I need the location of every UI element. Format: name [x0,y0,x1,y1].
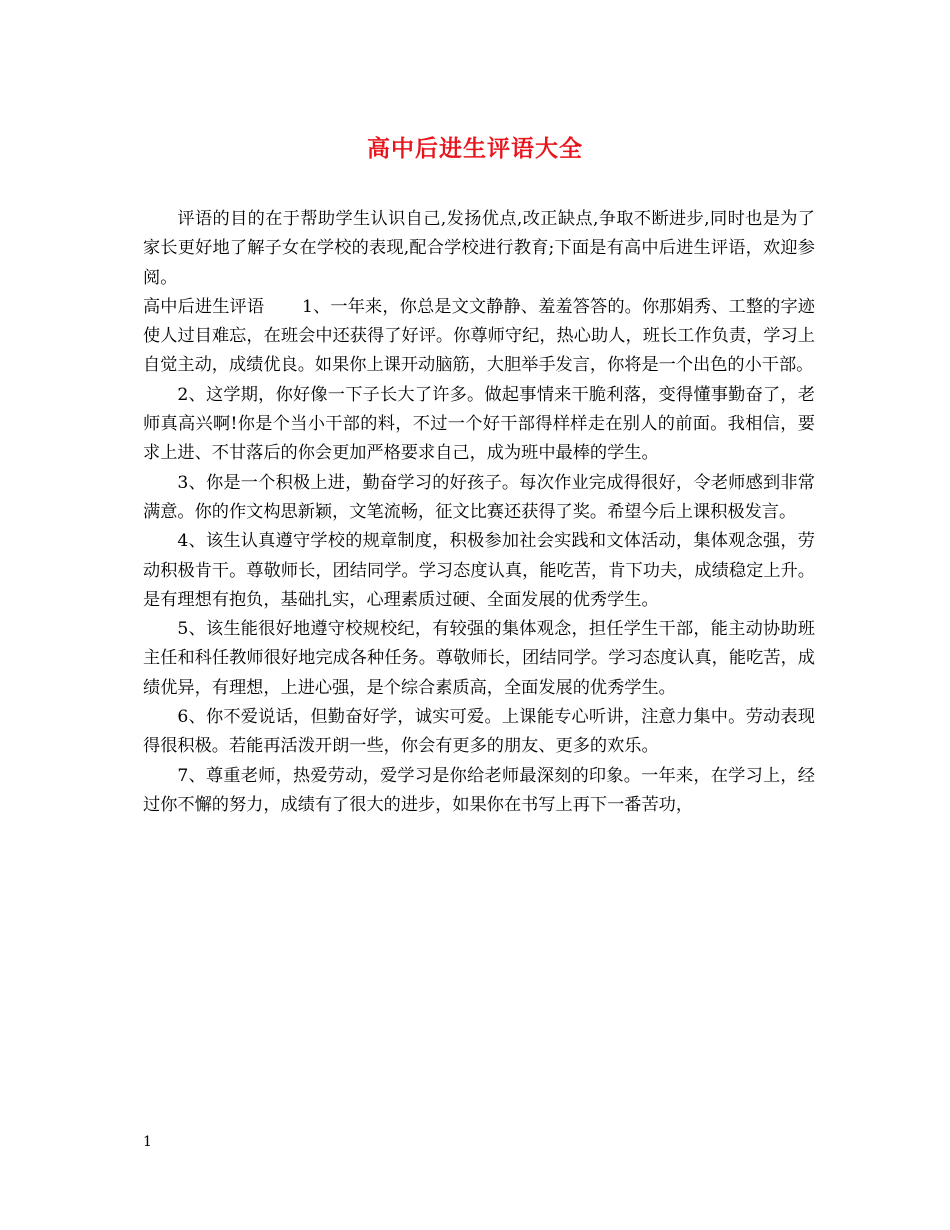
comment-paragraph-3: 3、你是一个积极上进，勤奋学习的好孩子。每次作业完成得很好，令老师感到非常满意。你的作文构思新颖，文笔流畅，征文比赛还获得了奖。希望今后上课积极发言。 [143,472,815,522]
intro-paragraph: 评语的目的在于帮助学生认识自己,发扬优点,改正缺点,争取不断进步,同时也是为了家长更好地了解子女在学校的表现,配合学校进行教育;下面是有高中后进生评语，欢迎参阅。 [143,209,815,288]
comment-text-1: 1、一年来，你总是文文静静、羞羞答答的。你那娟秀、工整的字迹使人过目难忘，在班会中还获得了好评。你尊师守纪，热心助人，班长工作负责，学习上自觉主动，成绩优良。如果你上课开动脑筋，大胆举手发言，你将是一个出色的小干部。 [143,296,815,376]
comment-paragraph-6: 6、你不爱说话，但勤奋好学，诚实可爱。上课能专心听讲，注意力集中。劳动表现得很积极。若能再活泼开朗一些，你会有更多的朋友、更多的欢乐。 [143,707,815,757]
document-title: 高中后进生评语大全 [367,135,583,162]
comment-paragraph-7: 7、尊重老师，热爱劳动，爱学习是你给老师最深刻的印象。一年来，在学习上，经过你不懈的努力，成绩有了很大的进步，如果你在书写上再下一番苦功， [143,765,815,815]
page-number: 1 [143,1134,152,1150]
comment-paragraph-5: 5、该生能很好地遵守校规校纪，有较强的集体观念，担任学生干部，能主动协助班主任和科任教师很好地完成各种任务。尊敬师长，团结同学。学习态度认真，能吃苦，成绩优异，有理想，上进心强，是个综合素质高，全面发展的优秀学生。 [143,619,815,698]
comment-paragraph-1 [143,293,815,381]
document-body [143,205,815,820]
comment-paragraph-4: 4、该生认真遵守学校的规章制度，积极参加社会实践和文体活动，集体观念强，劳动积极肯干。尊敬师长，团结同学。学习态度认真，能吃苦，肯下功夫，成绩稳定上升。是有理想有抱负，基础扎实，心理素质过硬、全面发展的优秀学生。 [143,531,815,610]
section-label: 高中后进生评语 [143,296,265,317]
comment-paragraph-2: 2、这学期，你好像一下子长大了许多。做起事情来干脆利落，变得懂事勤奋了，老师真高兴啊!你是个当小干部的料，不过一个好干部得样样走在别人的前面。我相信，要求上进、不甘落后的你会更加严格要求自己，成为班中最棒的学生。 [143,384,815,464]
